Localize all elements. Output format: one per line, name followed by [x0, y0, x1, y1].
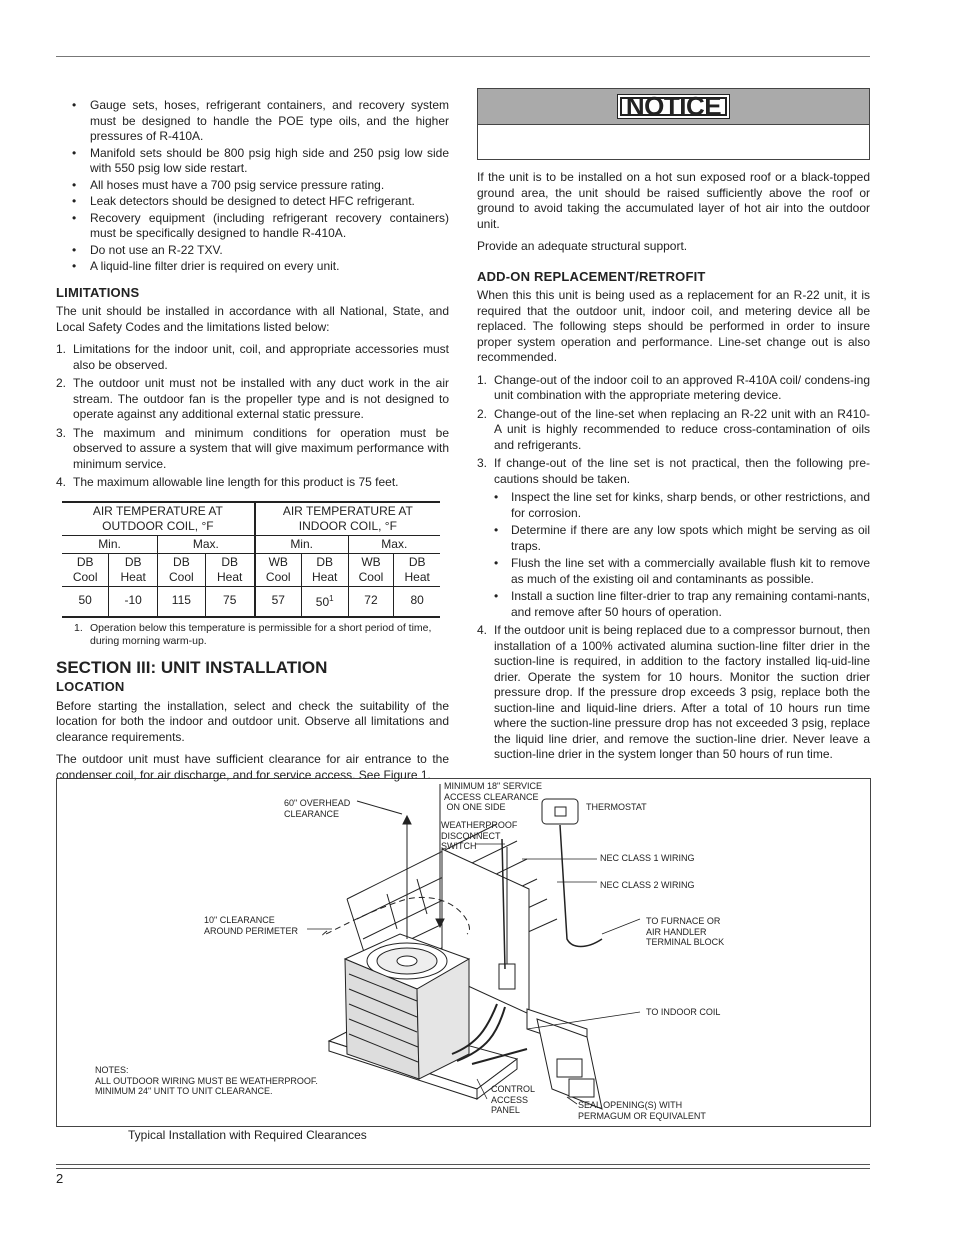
list-item: 1. Change-out of the indoor coil to an approved R-410A coil/ condens-ing unit combination with the appropriate metering device.	[477, 372, 870, 402]
table-cell: 50	[62, 586, 109, 617]
retrofit-steps-list	[477, 373, 870, 763]
thermostat-icon	[542, 799, 578, 824]
seal-openings-label: SEAL OPENING(S) WITH PERMAGUM OR EQUIVALENT	[578, 1100, 706, 1121]
list-item: 4. If the outdoor unit is being replaced due to a compressor burnout, then installation of a 100% activated alumina suction-line filter drier in the suction-line is required, in addition to the factory installed liq-uid-line drier. Operate the system for 10 hours. Monitor the suction drier pressure drop. If the pressure drop exceeds 3 psig, replace both the suction-line and liquid-line driers. After a total of 10 hours run time where the suction-line pressure drop has not exceeded 3 psig, replace the liquid line drier, and remove the suction-line drier. Never leave a suction-line drier in the system longer than 50 hours of run time.	[477, 623, 870, 761]
paragraph: If the unit is to be installed on a hot sun exposed roof or a black-topped ground area, the unit should be raised sufficiently above the roof or ground to avoid taking the accumulated layer of hot air into the outdoor unit.	[477, 170, 870, 231]
notice-header	[478, 89, 869, 125]
table-cell: $50^1$	[301, 586, 348, 617]
table-footnote: 1. Operation below this temperature is permissible for a short period of time, during morning warm-up.	[74, 621, 432, 647]
list-item: • Recovery equipment (including refrigerant recovery containers) must be specifically designed to handle R-410A.	[56, 211, 449, 242]
furnace-label: TO FURNACE OR AIR HANDLER TERMINAL BLOCK	[646, 916, 725, 947]
list-item: • Do not use an R-22 TXV.	[56, 243, 449, 259]
location-paragraph: Before starting the installation, select and check the suitability of the location for both the indoor and outdoor unit. Observe all limitations and clearance requirements.	[56, 698, 449, 744]
tool-requirements-list	[56, 98, 449, 275]
table-cell: 80	[394, 586, 440, 617]
list-item: • All hoses must have a 700 psig service pressure rating.	[56, 178, 449, 194]
foundation-blocks	[527, 1009, 602, 1109]
list-item: • Flush the line set with a commercially available flush kit to remove as much of the existing oil and contaminants as possible.	[494, 556, 870, 587]
notice-box	[477, 88, 870, 160]
sub-header: WB Cool	[348, 553, 394, 586]
list-item: 3. The maximum and minimum conditions for operation must be observed to assure a system that will give maximum performance with minimum service.	[56, 425, 449, 471]
list-item: • Inspect the line set for kinks, sharp bends, or other restrictions, and for corrosion.	[494, 490, 870, 521]
indoor-coil-label: TO INDOOR COIL	[646, 1007, 721, 1017]
nec-class1-label: NEC CLASS 1 WIRING	[600, 853, 695, 863]
min-header: Min.	[62, 535, 158, 553]
installation-figure	[56, 778, 871, 1127]
sub-header: WB Cool	[255, 553, 302, 586]
table-cell: 115	[158, 586, 206, 617]
addon-heading: ADD-ON REPLACEMENT/RETROFIT	[477, 268, 706, 284]
overhead-arrow	[357, 801, 411, 939]
figure-caption: Typical Installation with Required Clearances	[128, 1128, 367, 1142]
list-item: • Determine if there are any low spots which might be serving as oil traps.	[494, 523, 870, 554]
table-cell: 57	[255, 586, 302, 617]
top-rule	[56, 56, 870, 57]
section-heading: SECTION III: UNIT INSTALLATION	[56, 657, 328, 677]
table-cell: 72	[348, 586, 394, 617]
notice-title: NOTICE	[620, 97, 727, 117]
indoor-coil-header: AIR TEMPERATURE AT INDOOR COIL, °F	[255, 502, 440, 536]
list-item: • Leak detectors should be designed to detect HFC refrigerant.	[56, 194, 449, 210]
list-item: • A liquid-line filter drier is required on every unit.	[56, 259, 449, 275]
nec-class2-label: NEC CLASS 2 WIRING	[600, 880, 695, 890]
sub-header: DB Heat	[301, 553, 348, 586]
page-number: 2	[56, 1171, 64, 1186]
min-header: Min.	[255, 535, 348, 553]
disconnect-switch-label: WEATHERPROOF DISCONNECT SWITCH	[441, 820, 518, 851]
list-item: 2. Change-out of the line-set when replacing an R-22 unit with an R410-A unit is highly recommended to reduce cross-contamination of oils and refrigerants.	[477, 406, 870, 452]
list-item: 4. The maximum allowable line length for this product is 75 feet.	[56, 475, 399, 489]
table-cell: 75	[205, 586, 255, 617]
limitations-intro: The unit should be installed in accordance with all National, State, and Local Safety Codes and the limitations listed below:	[56, 304, 449, 334]
bottom-rule	[56, 1168, 870, 1169]
sub-header: DB Cool	[62, 553, 109, 586]
notice-body	[478, 125, 869, 159]
right-column	[477, 90, 870, 770]
sub-header: DB Heat	[394, 553, 440, 586]
bottom-rule	[56, 1164, 870, 1165]
figure-notes: NOTES: ALL OUTDOOR WIRING MUST BE WEATHERPROOF. MINIMUM 24" UNIT TO UNIT CLEARANCE.	[95, 1065, 318, 1096]
max-header: Max.	[158, 535, 255, 553]
list-item: • Gauge sets, hoses, refrigerant containers, and recovery system must be designed to handle the POE type oils, and the higher pressures of R-410A.	[56, 98, 449, 145]
list-item: • Manifold sets should be 800 psig high side and 250 psig low side with 550 psig low side restart.	[56, 146, 449, 177]
sub-header: DB Heat	[205, 553, 255, 586]
list-item: 1. Limitations for the indoor unit, coil, and appropriate accessories must also be observed.	[56, 342, 449, 372]
table-cell: -10	[109, 586, 158, 617]
control-panel-label: CONTROL ACCESS PANEL	[491, 1084, 536, 1115]
precautions-list	[494, 490, 870, 620]
left-column	[56, 98, 449, 790]
list-item: 3. If change-out of the line set is not practical, then the following pre-cautions should be taken. • Inspect the line set for kinks, sharp bends, or other restrictions, and for corrosion. • Determine if there are any low spots which might be serving as oil traps. • Flush the line set with a commercially available flush kit to remove as much of the existing oil and contaminants as possible. • Install a suction line filter-drier to trap any remaining contami-nants, and remove after 50 hours of operation.	[477, 456, 870, 620]
condenser-unit	[345, 934, 469, 1079]
location-heading: LOCATION	[56, 679, 125, 694]
outdoor-coil-header: AIR TEMPERATURE AT OUTDOOR COIL, °F	[62, 502, 255, 536]
list-item: • Install a suction line filter-drier to trap any remaining contami-nants, and remove after 50 hours of operation.	[494, 589, 870, 620]
sub-header: DB Heat	[109, 553, 158, 586]
addon-intro: When this this unit is being used as a replacement for an R-22 unit, it is required that the outdoor unit, indoor coil, and metering device all be replaced. The following steps should be performed in order to insure proper system operation and performance. Line-set change out is also recommended.	[477, 288, 870, 364]
sub-header: DB Cool	[158, 553, 206, 586]
temperature-limits-table	[62, 501, 440, 618]
location-paragraph: The outdoor unit must have sufficient clearance for air entrance to the condenser coil, for air discharge, and for service access. See Figure 1.	[56, 752, 449, 782]
limitations-list	[56, 342, 449, 491]
perimeter-clearance-label: 10" CLEARANCE AROUND PERIMETER	[204, 915, 299, 936]
list-item: 2. The outdoor unit must not be installed with any duct work in the air stream. The outdoor fan is the propeller type and is not designed to operate against any additional external static pressure.	[56, 376, 449, 421]
overhead-clearance-label: 60" OVERHEAD CLEARANCE	[284, 798, 351, 819]
service-clearance-label: MINIMUM 18" SERVICE ACCESS CLEARANCE ON ONE SIDE	[444, 781, 543, 812]
thermostat-label: THERMOSTAT	[586, 802, 647, 812]
max-header: Max.	[348, 535, 440, 553]
paragraph: Provide an adequate structural support.	[477, 239, 688, 253]
limitations-heading: LIMITATIONS	[56, 284, 140, 300]
